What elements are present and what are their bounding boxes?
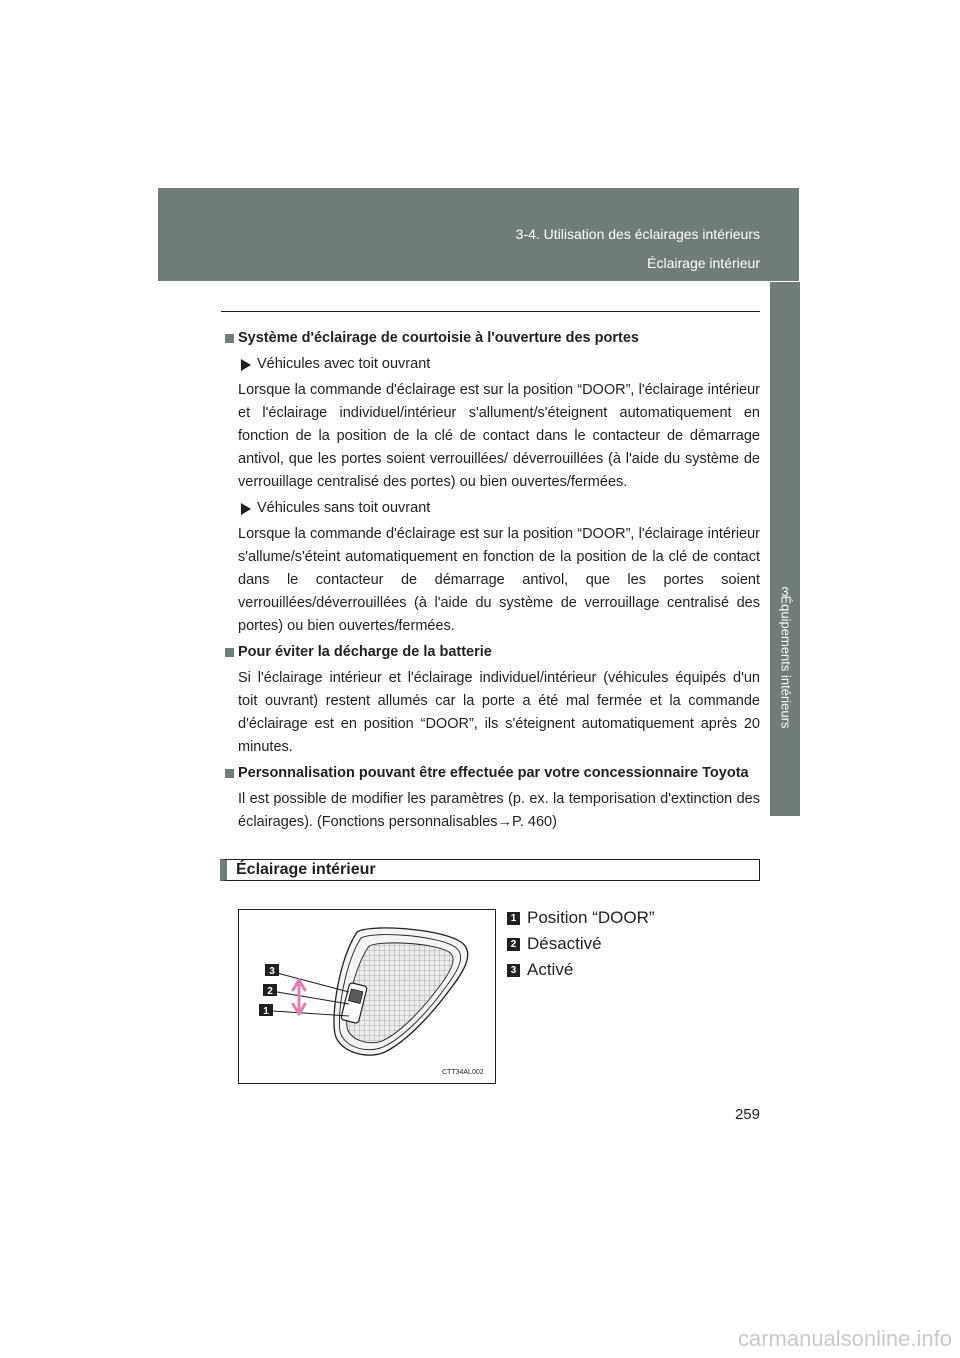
svg-text:3: 3 [269,966,275,977]
bullet-with-sunroof: Véhicules avec toit ouvrant [221,353,760,376]
section-title: Éclairage intérieur [236,861,376,878]
chapter-label: Équipements intérieurs [778,595,794,729]
legend-item-off [507,931,655,957]
heading-square-icon [225,769,234,778]
svg-text:1: 1 [263,1006,269,1017]
interior-light-figure [238,909,496,1084]
bullet-without-sunroof: Véhicules sans toit ouvrant [221,497,760,520]
heading-square-icon [225,334,234,343]
body-content [221,327,760,837]
heading-square-icon [225,648,234,657]
legend-number-box: 2 [507,938,520,951]
legend-number-box: 1 [507,912,520,925]
legend-item-door [507,905,655,931]
para-battery: Si l'éclairage intérieur et l'éclairage individuel/intérieur (véhicules équipés d'un toit ouvrant) restent allumés car la porte a été mal fermée et la commande d'éclairage est en position “DOOR”, ils s'éteignent automatiquement après 20 minutes. [238,670,760,755]
svg-text:2: 2 [267,986,273,997]
figure-code: CTT34AL002 [442,1069,484,1076]
chapter-side-tab [770,282,800,816]
page-number: 259 [734,1106,760,1123]
legend-number-box: 3 [507,964,520,977]
watermark: carmanualsonline.info [737,1326,952,1351]
legend-label: Position “DOOR” [527,908,655,927]
header-band [158,188,799,281]
callout-2 [263,984,277,997]
legend-label: Activé [527,960,574,979]
triangle-bullet-icon [241,359,251,371]
figure-legend [507,905,655,983]
para-with-sunroof: Lorsque la commande d'éclairage est sur la position “DOOR”, l'éclairage intérieur et l'éclairage individuel/intérieur s'allument/s'éteignent automatiquement en fonction de la position de la clé de contact dans le contacteur de démarrage antivol, que les portes soient verrouillées/ déverrouillées (à l'aide du système de verrouillage centralisé des portes) ou bien ouvertes/fermées. [238,382,760,490]
header-subsection-title: Éclairage intérieur [647,255,760,271]
heading-customization: Personnalisation pouvant être effectuée par votre concessionnaire Toyota [221,762,760,785]
para-without-sunroof: Lorsque la commande d'éclairage est sur la position “DOOR”, l'éclairage intérieur s'allume/s'éteint automatiquement en fonction de la position de la clé de contact dans le contacteur de démarrage antivol, que les portes soient verrouillées/déverrouillées (à l'aide du système de verrouillage centralisé des portes) ou bien ouvertes/fermées. [238,526,760,634]
top-divider [221,311,760,312]
legend-item-on [507,957,655,983]
chapter-number: 3 [781,584,789,599]
section-title-box [220,859,760,881]
interior-light-illustration [239,910,496,1084]
callout-3 [265,964,279,977]
para-customization: Il est possible de modifier les paramètres (p. ex. la temporisation d'extinction des éclairages). (Fonctions personnalisables→P. 460) [238,791,760,830]
callout-1 [259,1004,273,1017]
heading-battery: Pour éviter la décharge de la batterie [221,641,760,664]
header-section-title: 3-4. Utilisation des éclairages intérieurs [515,226,760,242]
heading-courtesy-lighting: Système d'éclairage de courtoisie à l'ouverture des portes [221,327,760,350]
triangle-bullet-icon [241,503,251,515]
legend-label: Désactivé [527,934,602,953]
